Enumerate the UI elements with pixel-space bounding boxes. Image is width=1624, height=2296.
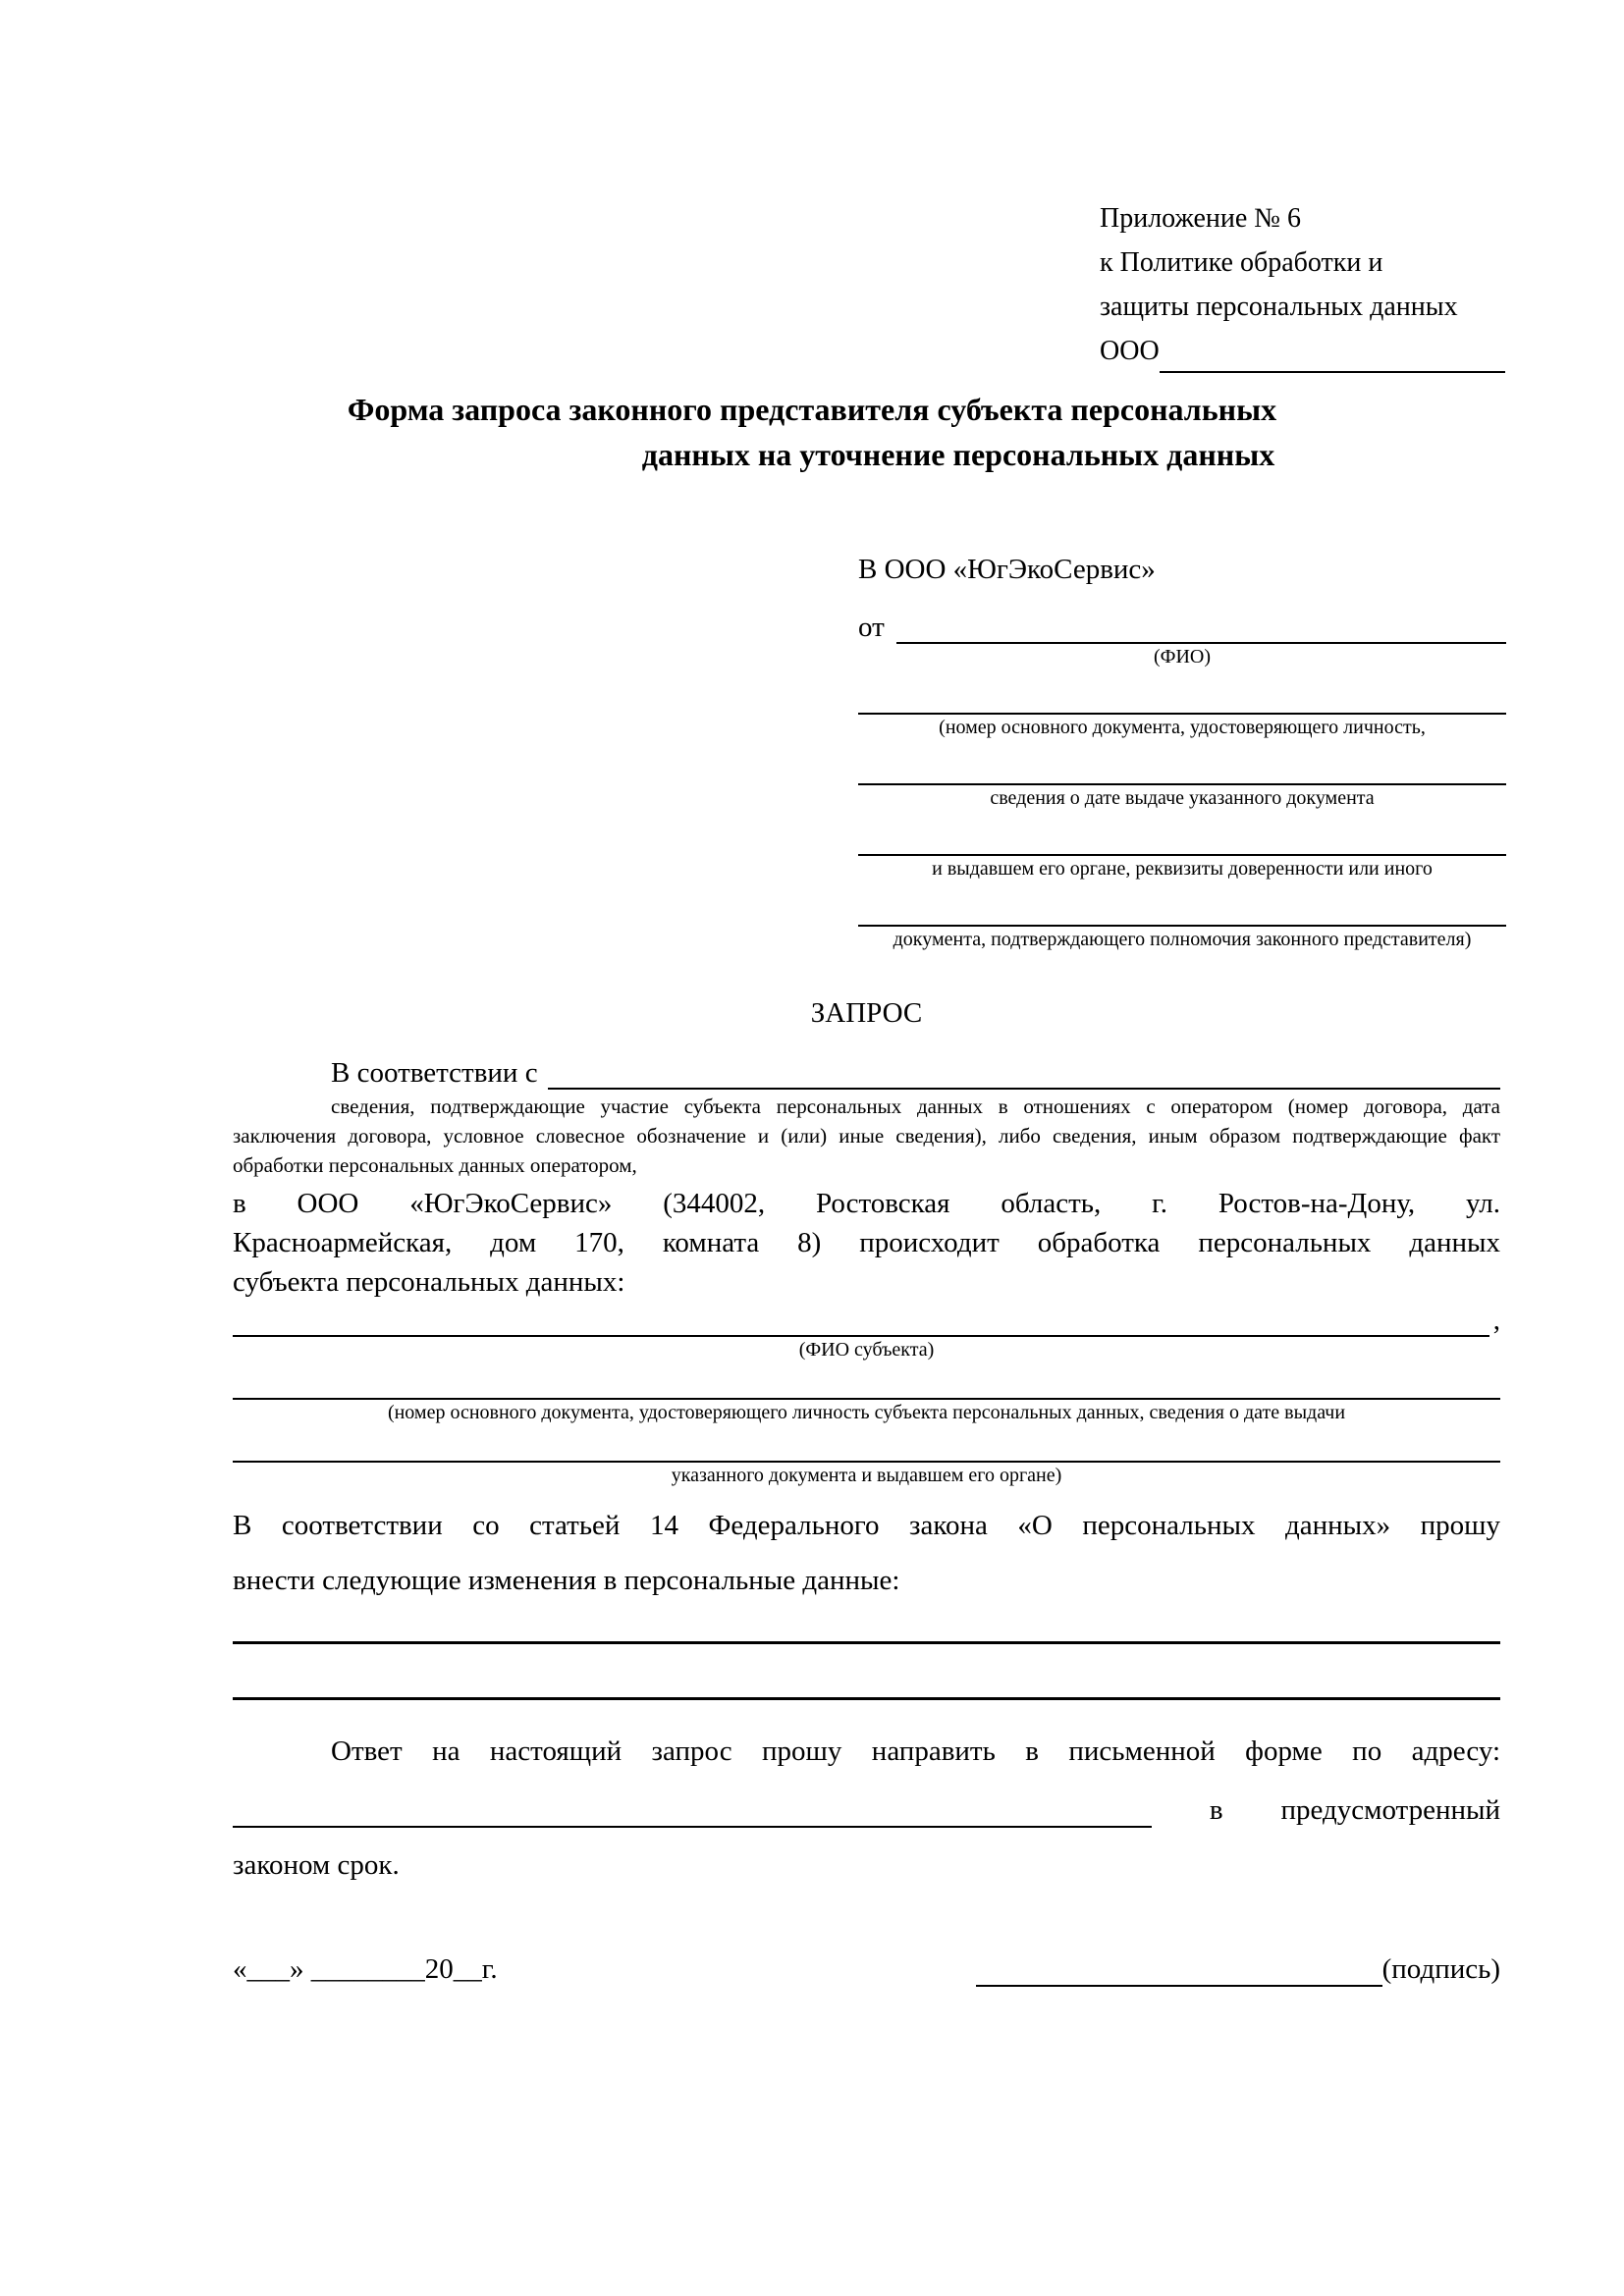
annex-note-line-1: Приложение № 6: [1100, 203, 1301, 234]
form-title-line-1: Форма запроса законного представителя субъекта персональных: [347, 392, 1277, 427]
blank-caption: (номер основного документа, удостоверяющего личность,: [939, 717, 1426, 738]
blank-caption: документа, подтверждающего полномочия законного представителя): [893, 929, 1472, 950]
changes-blank-line-2: [233, 1697, 1500, 1700]
signature-row: [233, 1951, 1500, 1987]
basis-blank-line: [548, 1058, 1500, 1090]
answer-tail: законом срок.: [233, 1849, 400, 1881]
answer-suffix-word-2: предусмотренный: [1280, 1794, 1500, 1826]
blank-caption-group: [858, 854, 1506, 881]
blank-caption-group: [858, 783, 1506, 811]
addressee-block: [858, 552, 1506, 952]
intro-row: [233, 1056, 1500, 1090]
article-line-2: внести следующие изменения в персональные данные:: [233, 1565, 900, 1596]
operator-line-1: в ООО «ЮгЭкоСервис» (344002, Ростовская область, г. Ростов-на-Дону, ул.: [233, 1188, 1500, 1219]
article-paragraph: [233, 1498, 1500, 1608]
subject-doc-caption-2: указанного документа и выдавшем его органе): [671, 1465, 1062, 1486]
operator-line-2: Красноармейская, дом 170, комната 8) происходит обработка персональных данных: [233, 1227, 1500, 1258]
subject-fio-blank-line: [233, 1306, 1489, 1337]
subject-comma: ,: [1492, 1305, 1500, 1336]
blank-caption: и выдавшем его органе, реквизиты доверенности или иного: [932, 858, 1433, 880]
form-title: [0, 387, 1624, 477]
blank-caption-group: [858, 713, 1506, 740]
signature-group: [976, 1951, 1500, 1987]
caption-fio-subject: (ФИО субъекта): [798, 1339, 935, 1361]
annex-note-line-2: к Политике обработки и: [1100, 247, 1383, 278]
address-blank-line: [233, 1796, 1152, 1828]
answer-suffix-word-1: в: [1209, 1794, 1223, 1826]
date-blank: «___» ________20__г.: [233, 1953, 498, 1985]
from-row: [858, 611, 1506, 644]
operator-paragraph: [233, 1184, 1500, 1302]
annex-org-line: [1100, 329, 1522, 373]
footnote-line-2: заключения договора, условное словесное обозначение и (или) иные сведения), либо сведения, иным образом подтверждающие факт: [233, 1124, 1500, 1148]
annex-note-line-3: защиты персональных данных: [1100, 292, 1458, 322]
blank-caption-group: [233, 1398, 1500, 1425]
signature-caption: (подпись): [1381, 1953, 1500, 1985]
subject-fio-row: [233, 1304, 1500, 1337]
operator-line-3: субъекта персональных данных:: [233, 1266, 625, 1298]
footnote-text: [233, 1092, 1500, 1180]
subject-doc-caption-1: (номер основного документа, удостоверяющего личность субъекта персональных данных, сведения о дате выдачи: [387, 1402, 1346, 1423]
answer-paragraph: Ответ на настоящий запрос прошу направить в письменной форме по адресу:: [331, 1735, 1500, 1767]
changes-blank-line-1: [233, 1641, 1500, 1644]
form-title-line-2: данных на уточнение персональных данных: [641, 437, 1275, 472]
footnote-line-3: обработки персональных данных оператором,: [233, 1153, 637, 1177]
signature-blank-line: [976, 1955, 1382, 1987]
org-name-blank-line: [1160, 342, 1505, 373]
blank-caption-group: [233, 1461, 1500, 1488]
caption-fio: (ФИО): [1153, 646, 1211, 667]
from-label: от: [858, 612, 885, 643]
intro-prefix: В соответствии с: [331, 1057, 538, 1089]
footnote-line-1: сведения, подтверждающие участие субъекта персональных данных в отношениях с оператором (номер договора, дата: [331, 1095, 1500, 1118]
article-line-1: В соответствии со статьей 14 Федерального закона «О персональных данных» прошу: [233, 1510, 1500, 1541]
address-row: [233, 1792, 1500, 1828]
request-heading: ЗАПРОС: [810, 997, 923, 1029]
fio-blank-line: [896, 613, 1506, 644]
annex-org-prefix: ООО: [1100, 336, 1160, 366]
addressee-organization: В ООО «ЮгЭкоСервис»: [858, 554, 1156, 585]
document-body: [233, 995, 1500, 1987]
annex-note: [1100, 196, 1522, 373]
blank-caption-group: [858, 925, 1506, 952]
blank-caption: сведения о дате выдаче указанного документа: [990, 787, 1375, 809]
